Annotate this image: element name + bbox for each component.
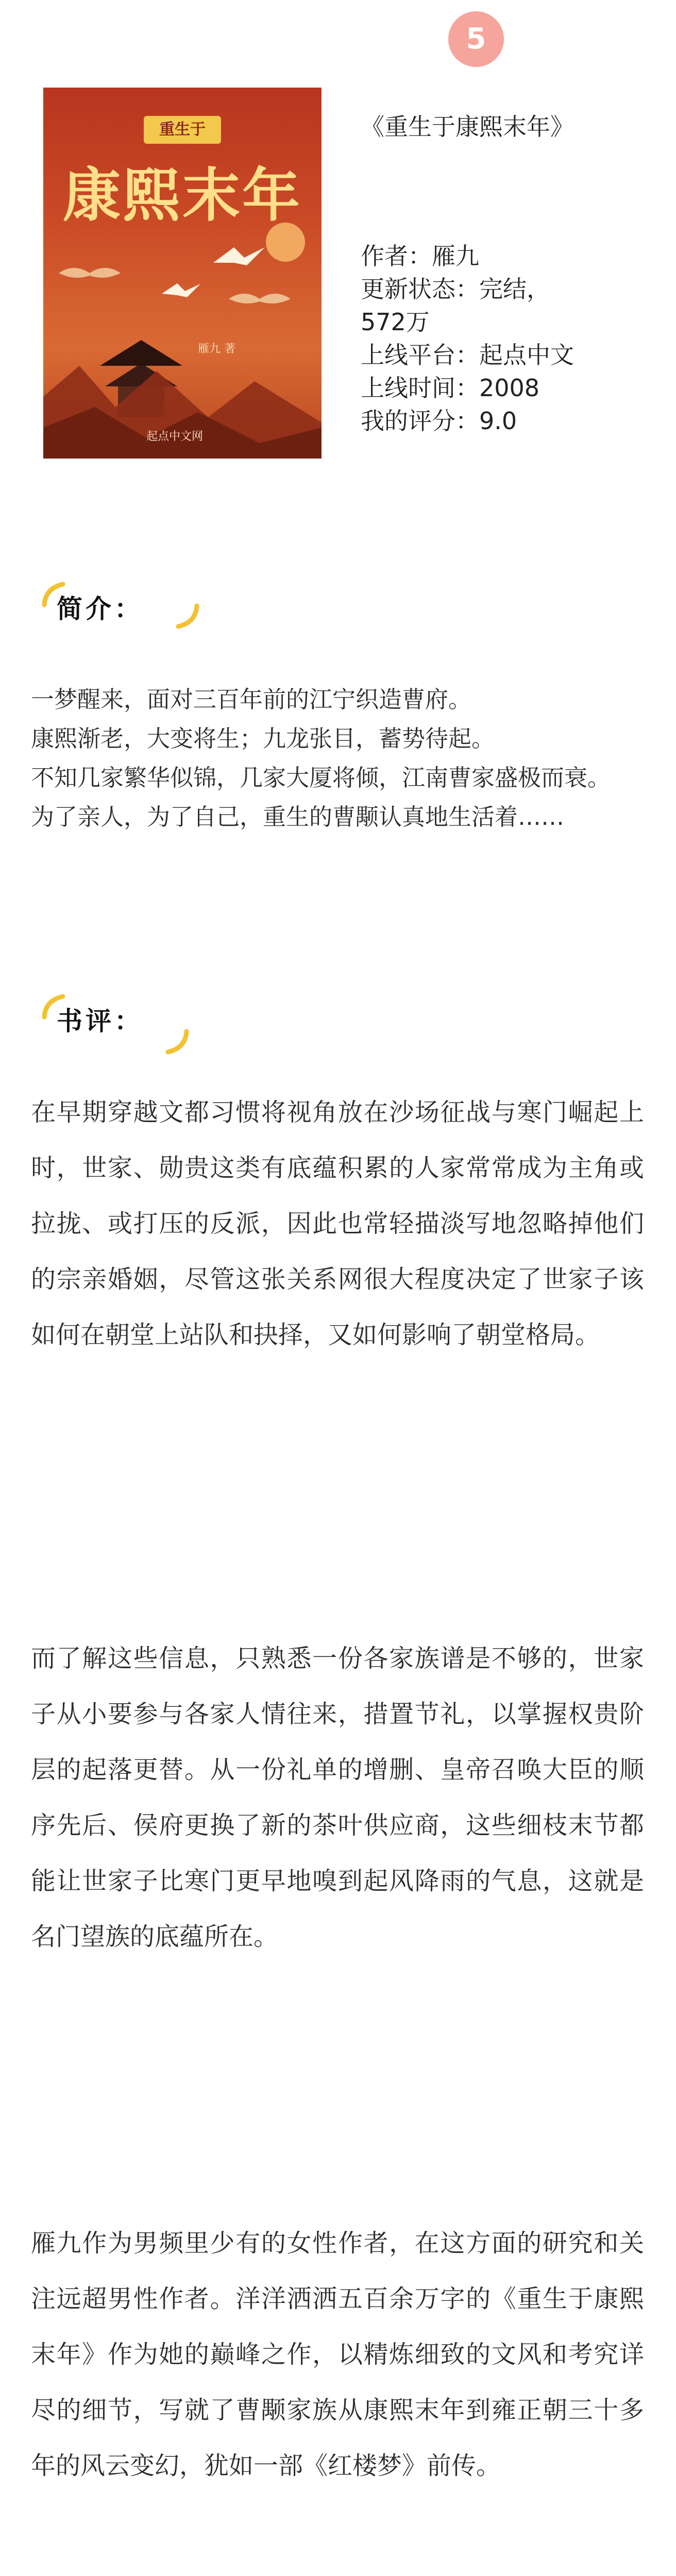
review-heading-block (31, 989, 237, 1051)
book-cover (43, 88, 322, 459)
review-heading: 书评： (57, 1006, 143, 1036)
info-value: 起点中文 (479, 341, 574, 369)
cover-author: 雁九 著 (198, 343, 235, 355)
cover-title: 康熙末年 (63, 162, 302, 229)
info-value: 完结， (479, 275, 550, 303)
intro-line: 康熙渐老，大变将生；九龙张目，蓄势待起。 (31, 725, 495, 752)
book-title: 《重生于康熙末年》 (361, 113, 574, 141)
info-author (361, 240, 660, 273)
info-label: 上线平台： (361, 341, 479, 369)
info-value: 2008 (479, 374, 540, 402)
review-text: 而了解这些信息，只熟悉一份各家族谱是不够的，世家子从小要参与各家人情往来，措置节礼，以掌握权贵阶层的起落更替。从一份礼单的增删、皇帝召唤大臣的顺序先后、侯府更换了新的茶叶供应商，这些细枝末节都能让世家子比寒门更早地嗅到起风降雨的气息，这就是名门望族的底蕴所在。 (31, 1644, 644, 1951)
info-value: 雁九 (432, 242, 479, 270)
info-label: 我的评分： (361, 407, 479, 435)
review-paragraph-2 (31, 1631, 644, 1964)
review-text: 雁九作为男频里少有的女性作者，在这方面的研究和关注远超男性作者。洋洋洒洒五百余万字的《重生于康熙末年》作为她的巅峰之作，以精炼细致的文风和考究详尽的细节，写就了曹颙家族从康熙末年到雍正朝三十多年的风云变幻，犹如一部《红楼梦》前传。 (31, 2229, 644, 2480)
number-badge: 5 (448, 11, 504, 67)
book-info-list (361, 240, 660, 437)
intro-text (31, 680, 649, 837)
info-value: 572万 (361, 308, 430, 336)
review-paragraph-3 (31, 2215, 644, 2494)
quote-right-icon (160, 1025, 191, 1056)
info-rating (361, 404, 660, 437)
info-label: 作者： (361, 242, 432, 270)
intro-heading-block (31, 577, 237, 639)
info-wordcount (361, 306, 660, 338)
info-launch-time (361, 371, 660, 404)
quote-right-icon (170, 600, 201, 631)
intro-heading: 简介： (57, 594, 143, 624)
cover-tag: 重生于 (144, 116, 221, 144)
review-paragraph-1 (31, 1084, 644, 1363)
info-label: 更新状态： (361, 275, 479, 303)
info-platform (361, 338, 660, 371)
review-text: 在早期穿越文都习惯将视角放在沙场征战与寒门崛起上时，世家、勋贵这类有底蕴积累的人家常常成为主角或拉拢、或打压的反派，因此也常轻描淡写地忽略掉他们的宗亲婚姻，尽管这张关系网很大程度决定了世家子该如何在朝堂上站队和抉择，又如何影响了朝堂格局。 (31, 1098, 644, 1349)
info-status (361, 273, 660, 306)
info-value: 9.0 (479, 407, 517, 435)
intro-line: 不知几家繁华似锦，几家大厦将倾，江南曹家盛极而衰。 (31, 764, 611, 791)
intro-line: 为了亲人，为了自己，重生的曹颙认真地生活着…… (31, 803, 565, 831)
cover-artwork (43, 211, 322, 459)
info-label: 上线时间： (361, 374, 479, 402)
cover-publisher: 起点中文网 (146, 430, 204, 443)
intro-line: 一梦醒来，面对三百年前的江宁织造曹府。 (31, 686, 472, 713)
